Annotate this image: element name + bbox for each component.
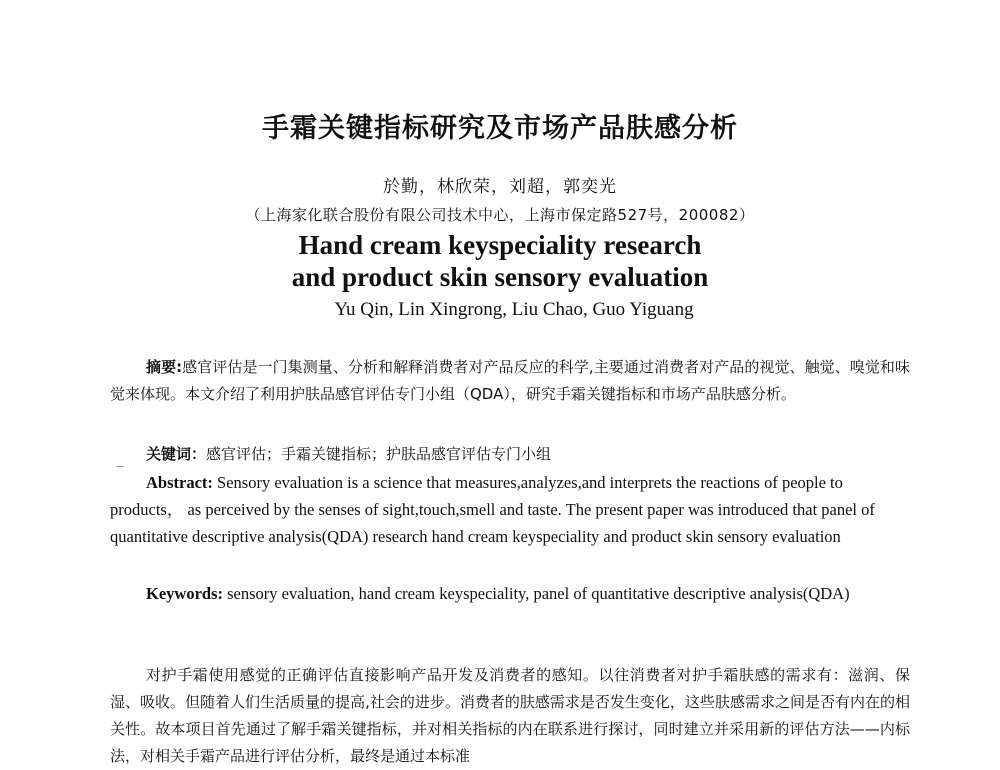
chinese-authors: 於勤，林欣荣，刘超，郭奕光: [383, 177, 617, 197]
english-authors: Yu Qin, Lin Xingrong, Liu Chao, Guo Yiguang: [334, 299, 694, 320]
english-abstract-label: Abstract:: [146, 473, 213, 492]
chinese-keywords-label: 关键词：: [146, 445, 207, 463]
chinese-abstract-text: 感官评估是一门集测量、分析和解释消费者对产品反应的科学,主要通过消费者对产品的视觉、触觉、嗅觉和味觉来体现。本文介绍了利用护肤品感官评估专门小组（QDA），研究手霜关键指标和市场产品肤感分析。: [110, 358, 910, 403]
english-abstract: [110, 469, 910, 550]
english-keywords-text: sensory evaluation, hand cream keyspeciality, panel of quantitative descriptive analysis(QDA): [223, 584, 850, 603]
body-paragraph: 对护手霜使用感觉的正确评估直接影响产品开发及消费者的感知。以往消费者对护手霜肤感的需求有：滋润、保湿、吸收。但随着人们生活质量的提高,社会的进步。消费者的肤感需求是否发生变化，这些肤感需求之间是否有内在的相关性。故本项目首先通过了解手霜关键指标，并对相关指标的内在联系进行探讨，同时建立并采用新的评估方法——内标法，对相关手霜产品进行评估分析，最终是通过本标准: [110, 666, 910, 765]
chinese-keywords: [110, 441, 910, 468]
english-title-line-2: and product skin sensory evaluation: [291, 262, 709, 292]
english-abstract-text: Sensory evaluation is a science that measures,analyzes,and interprets the reactions of people to products， as perceived by the senses of sight,touch,smell and taste. The present paper was introduced that panel of quantitative descriptive analysis(QDA) research hand cream keyspeciality and product skin sensory evaluation: [110, 473, 875, 546]
scan-mark: [116, 466, 124, 467]
chinese-abstract: [110, 354, 910, 408]
english-keywords-label: Keywords:: [146, 584, 223, 603]
chinese-title: 手霜关键指标研究及市场产品肤感分析: [262, 113, 738, 144]
english-title-line-1: Hand cream keyspeciality research: [298, 230, 702, 260]
chinese-affiliation: （上海家化联合股份有限公司技术中心，上海市保定路527号，200082）: [245, 206, 755, 224]
chinese-keywords-text: 感官评估；手霜关键指标；护肤品感官评估专门小组: [206, 445, 552, 463]
english-keywords: [110, 580, 936, 607]
chinese-abstract-label: 摘要:: [146, 358, 183, 376]
